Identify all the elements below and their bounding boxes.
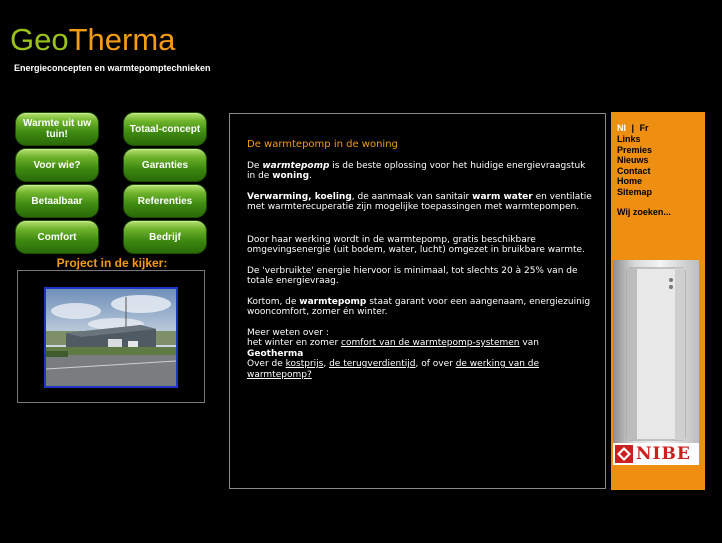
logo-therma: Therma [68,22,176,57]
p2-bold1: Verwarming, koeling [247,191,352,202]
lang-nl[interactable]: Nl [617,123,626,133]
nav-totaalconcept[interactable]: Totaal-concept [123,112,207,146]
project-photo-image [46,289,176,386]
logo-geo: Geo [10,22,69,57]
nav-voor-wie[interactable]: Voor wie? [15,148,99,182]
paragraph-summary [247,297,592,318]
p1-text3: . [309,171,312,181]
link-kostprijs[interactable]: kostprijs [285,359,324,369]
paragraph-applications [247,192,592,213]
paragraph-energy: De 'verbruikte' energie hiervoor is minimaal, tot slechts 20 à 25% van de totale energievraag. [247,265,578,286]
paragraph-intro [247,161,592,182]
main-content-panel [229,113,606,489]
p1-text1: De [247,160,263,171]
language-switch [617,123,649,133]
p6-line1: Meer weten over : [247,327,329,338]
heat-pump-unit [613,260,699,445]
p1-bold2: woning [272,171,310,181]
p6-text-b: van [519,338,539,348]
p6-brand: Geotherma [247,348,304,359]
p5-text1: Kortom, de [247,296,300,307]
p2-text1: , de aanmaak van sanitair [351,191,473,202]
p2-bold2: warm water [472,191,533,202]
p1-bold1: warmtepomp [262,160,330,171]
right-sidebar [611,112,705,490]
nav-garanties[interactable]: Garanties [123,148,207,182]
nav-betaalbaar[interactable]: Betaalbaar [15,184,99,218]
p5-bold1: warmtepomp [299,296,367,307]
paragraph-more-info [247,328,592,381]
link-terugverdientijd[interactable]: de terugverdientijd [329,359,416,369]
sidebar-link-sitemap[interactable]: Sitemap [617,186,653,197]
nibe-wordmark: NIBE [636,444,691,464]
nav-referenties[interactable]: Referenties [123,184,207,218]
p6-sep: , [323,359,330,369]
link-werking[interactable]: de werking van de warmtepomp? [247,359,540,380]
p1-text2: is de beste oplossing voor het huidige energievraagstuk in de [247,160,586,181]
lang-fr[interactable]: Fr [639,123,649,133]
project-photo[interactable] [44,287,178,388]
project-box [17,270,205,403]
p6-text-a: het winter en zomer [247,338,342,348]
sidebar-link-contact[interactable]: Contact [617,165,651,176]
p6-text-d: , of over [415,359,456,369]
heat-pump-product-image[interactable] [613,260,699,465]
site-logo[interactable] [10,22,175,58]
paragraph-working: Door haar werking wordt in de warmtepomp, gratis beschikbare omgevingsenergie (uit bodem, water, lucht) omgezet in bruikbare warmte. [247,234,585,255]
nav-bedrijf[interactable]: Bedrijf [123,220,207,254]
p5-text2: staat garant voor een aangenaam, energiezuinig wooncomfort, zomer én winter. [247,296,591,317]
lang-separator: | [631,123,635,133]
main-title: De warmtepomp in de woning [247,139,398,150]
sidebar-links [617,134,652,197]
sidebar-link-links[interactable]: Links [617,134,641,144]
sidebar-link-nieuws[interactable]: Nieuws [617,155,649,165]
nav-warmte-uit-tuin[interactable]: Warmte uit uw tuin! [15,112,99,146]
link-comfort[interactable]: comfort van de warmtepomp-systemen [341,338,520,348]
nav-comfort[interactable]: Comfort [15,220,99,254]
nibe-mark-icon [615,445,633,463]
sidebar-link-premies[interactable]: Premies [617,144,653,155]
sidebar-link-home[interactable]: Home [617,176,643,186]
project-title: Project in de kijker: [56,256,168,270]
sidebar-link-wij-zoeken[interactable]: Wij zoeken... [617,207,671,217]
p6-text-c: Over de [247,359,286,369]
tagline: Energieconcepten en warmtepomptechnieken [14,63,211,73]
nibe-logo[interactable] [613,443,699,465]
p2-text2: en ventilatie met warmterecuperatie zijn mogelijke toepassingen met warmtepompen. [247,191,592,212]
